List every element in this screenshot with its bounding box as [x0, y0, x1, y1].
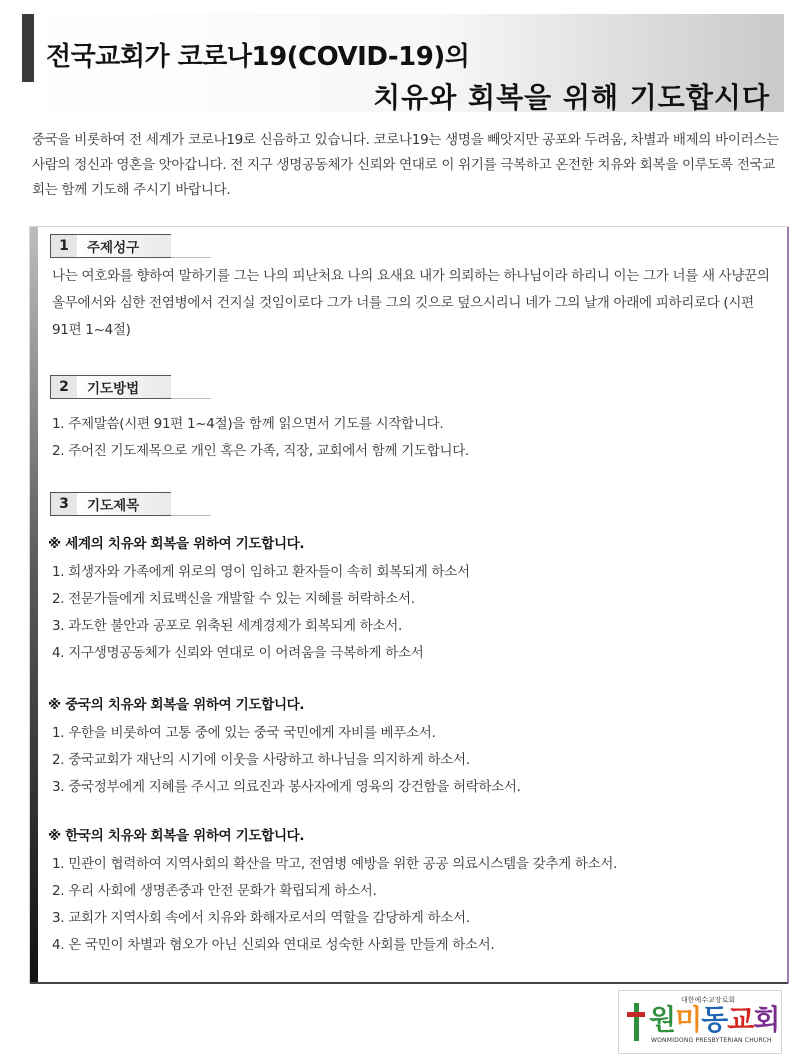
section-label: 주제성구: [77, 234, 171, 258]
page-title-line1: 전국교회가 코로나19(COVID-19)의: [46, 42, 470, 72]
prayer-group-heading-korea: ※ 한국의 치유와 회복을 위하여 기도합니다.: [48, 828, 305, 844]
section-number: 2: [50, 375, 77, 399]
prayer-item: 4. 온 국민이 차별과 혐오가 아닌 신뢰와 연대로 성숙한 사회를 만들게 하소서.: [52, 937, 495, 953]
method-item: 2. 주어진 기도제목으로 개인 혹은 가족, 직장, 교회에서 함께 기도합니다.: [52, 443, 469, 459]
title-accent-bar: [22, 14, 34, 82]
prayer-item: 2. 전문가들에게 치료백신을 개발할 수 있는 지혜를 허락하소서.: [52, 591, 415, 607]
intro-paragraph: 중국을 비롯하여 전 세계가 코로나19로 신음하고 있습니다. 코로나19는 생명을 빼앗지만 공포와 두려움, 차별과 배제의 바이러스는 사람의 정신과 영혼을 앗아갑니다. 전 지구 생명공동체가 신뢰와 연대로 이 위기를 극복하고 온전한 치유와 회복을 이루도록 전국교회는 함께 기도해 주시기 바랍니다.: [32, 132, 779, 198]
prayer-item: 3. 과도한 불안과 공포로 위축된 세계경제가 회복되게 하소서.: [52, 618, 402, 634]
prayer-group-heading-world: ※ 세계의 치유와 회복을 위하여 기도합니다.: [48, 536, 305, 552]
prayer-item: 4. 지구생명공동체가 신뢰와 연대로 이 어려움을 극복하게 하소서: [52, 645, 424, 661]
page-title-line2: 치유와 회복을 위해 기도합시다: [373, 81, 770, 114]
section-number: 3: [50, 492, 77, 516]
logo-church-name: 원미동교회: [649, 1003, 780, 1036]
logo-english-name: WONMIDONG PRESBYTERIAN CHURCH: [651, 1037, 772, 1044]
theme-verse-text: 나는 여호와를 향하여 말하기를 그는 나의 피난처요 나의 요새요 내가 의뢰하는 하나님이라 하리니 이는 그가 너를 새 사냥꾼의 올무에서와 심한 전염병에서 건지실 것임이로다 그가 너를 그의 깃으로 덮으시리니 네가 그의 날개 아래에 피하리로다 (시편 91편 1~4절): [52, 268, 770, 338]
prayer-item: 1. 민관이 협력하여 지역사회의 확산을 막고, 전염병 예방을 위한 공공 의료시스템을 갖추게 하소서.: [52, 856, 618, 872]
logo-denomination: 대한예수교장로회: [681, 996, 736, 1004]
section-header-theme-verse: [50, 234, 211, 258]
panel-right-border: [787, 227, 789, 983]
section-label: 기도제목: [77, 492, 171, 516]
panel-left-accent: [30, 227, 38, 983]
prayer-item: 3. 중국정부에게 지혜를 주시고 의료진과 봉사자에게 영육의 강건함을 허락하소서.: [52, 779, 521, 795]
section-number: 1: [50, 234, 77, 258]
prayer-item: 2. 우리 사회에 생명존중과 안전 문화가 확립되게 하소서.: [52, 883, 377, 899]
church-logo: [618, 990, 782, 1054]
prayer-item: 1. 우한을 비롯하여 고통 중에 있는 중국 국민에게 자비를 베푸소서.: [52, 725, 436, 741]
panel-bottom-border: [30, 982, 788, 984]
section-header-prayer-topics: [50, 492, 211, 516]
content-panel: [29, 226, 789, 984]
prayer-item: 1. 희생자와 가족에게 위로의 영이 임하고 환자들이 속히 회복되게 하소서: [52, 564, 470, 580]
prayer-group-heading-china: ※ 중국의 치유와 회복을 위하여 기도합니다.: [48, 697, 305, 713]
cross-icon: [627, 1003, 645, 1041]
prayer-item: 3. 교회가 지역사회 속에서 치유와 화해자로서의 역할을 감당하게 하소서.: [52, 910, 470, 926]
title-banner: [22, 14, 784, 112]
prayer-item: 2. 중국교회가 재난의 시기에 이웃을 사랑하고 하나님을 의지하게 하소서.: [52, 752, 470, 768]
section-header-prayer-method: [50, 375, 211, 399]
method-item: 1. 주제말씀(시편 91편 1~4절)을 함께 읽으면서 기도를 시작합니다.: [52, 416, 444, 432]
section-label: 기도방법: [77, 375, 171, 399]
